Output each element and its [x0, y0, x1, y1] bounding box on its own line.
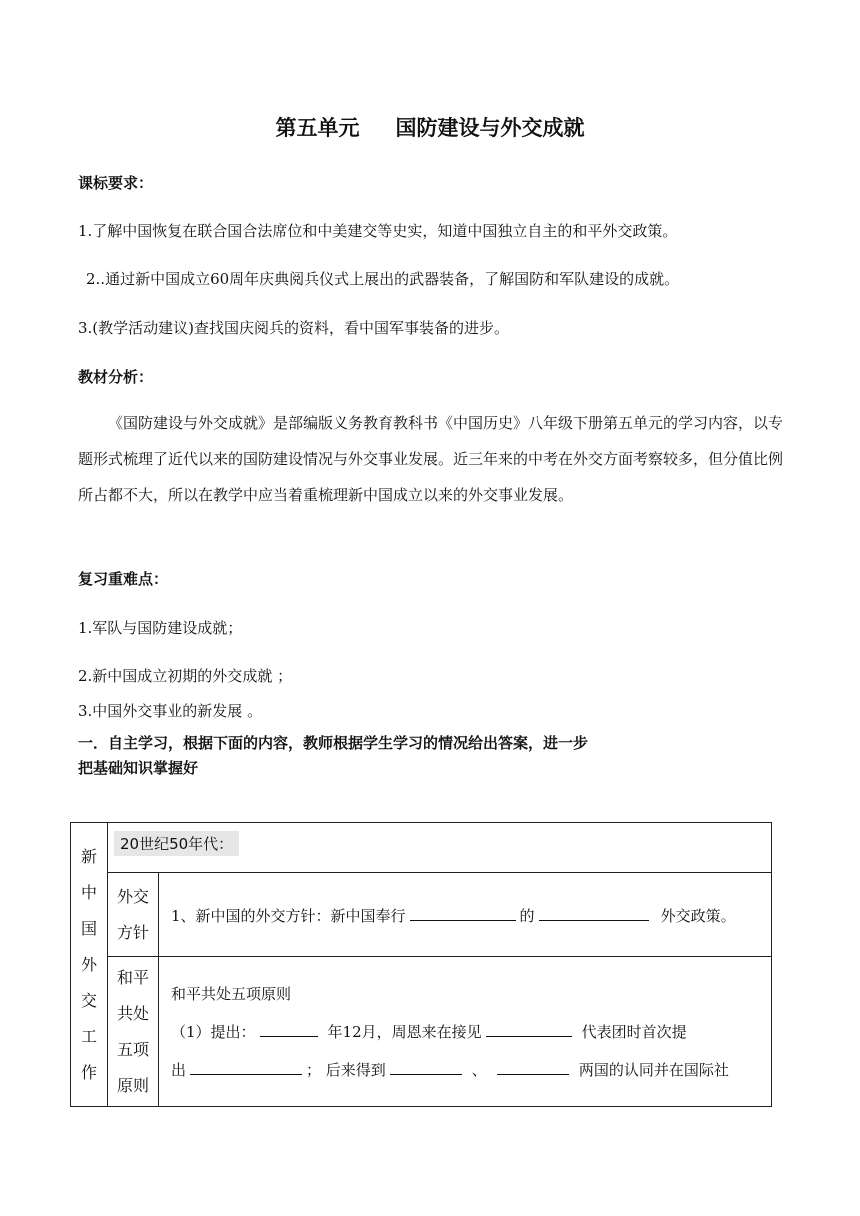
key-point-2: 2.新中国成立初期的外交成就 ；	[78, 667, 293, 685]
category-principles	[108, 957, 159, 1107]
category-line: 原则	[116, 1075, 149, 1095]
standard-item-1: 1.了解中国恢复在联合国合法席位和中美建交等史实，知道中国独立自主的和平外交政策。	[78, 222, 678, 240]
era-label: 20世纪50年代：	[114, 831, 239, 856]
principles-text: 出	[171, 1060, 187, 1079]
side-char: 作	[80, 1062, 97, 1082]
principles-text: 年12月，周恩来在接见	[327, 1022, 482, 1041]
blank-field[interactable]	[190, 1058, 302, 1075]
category-line: 和平	[116, 967, 149, 987]
category-line: 共处	[116, 1003, 149, 1023]
category-policy	[108, 873, 159, 957]
analysis-heading: 教材分析：	[78, 368, 154, 386]
policy-cell	[159, 873, 772, 957]
principles-line-2	[171, 1013, 771, 1051]
analysis-paragraph: 《国防建设与外交成就》是部编版义务教育教科书《中国历史》八年级下册第五单元的学习内容，以专题形式梳理了近代以来的国防建设情况与外交事业发展。近三年来的中考在外交方面考察较多，但分值比例所占都不大，所以在教学中应当着重梳理新中国成立以来的外交事业发展。	[78, 414, 784, 504]
side-label-cell	[71, 823, 108, 1107]
key-points-heading: 复习重难点：	[78, 570, 169, 588]
category-line: 五项	[116, 1039, 149, 1059]
category-line: 外交	[116, 886, 149, 906]
title-unit: 第五单元	[275, 116, 360, 140]
blank-field[interactable]	[486, 1020, 572, 1037]
era-cell	[108, 823, 772, 873]
principles-heading: 和平共处五项原则	[171, 984, 292, 1003]
section-one-line2: 把基础知识掌握好	[78, 759, 199, 777]
side-char: 交	[80, 990, 97, 1010]
principles-text: 、	[471, 1060, 487, 1079]
key-point-3: 3.中国外交事业的新发展 。	[78, 702, 263, 720]
section-one-line1: 一．自主学习，根据下面的内容，教师根据学生学习的情况给出答案，进一步	[78, 734, 589, 752]
principles-text: ； 后来得到	[306, 1060, 386, 1079]
principles-cell	[159, 957, 772, 1107]
principles-text: 代表团时首次提	[581, 1022, 687, 1041]
side-char: 新	[80, 846, 97, 866]
title-topic: 国防建设与外交成就	[395, 116, 585, 140]
category-line: 方针	[116, 922, 149, 942]
standard-item-2: 2..通过新中国成立60周年庆典阅兵仪式上展出的武器装备，了解国防和军队建设的成就。	[86, 270, 680, 288]
side-char: 中	[80, 882, 97, 902]
standards-heading: 课标要求：	[78, 174, 154, 192]
policy-text: 外交政策。	[660, 906, 736, 925]
policy-text: 的	[519, 906, 535, 925]
blank-field[interactable]	[390, 1058, 462, 1075]
page-title	[0, 112, 860, 142]
blank-field[interactable]	[539, 904, 649, 921]
blank-field[interactable]	[260, 1020, 318, 1037]
side-char: 国	[80, 918, 97, 938]
blank-field[interactable]	[497, 1058, 569, 1075]
principles-line-3	[171, 1051, 771, 1089]
principles-text: 两国的认同并在国际社	[578, 1060, 729, 1079]
principles-text: （1）提出：	[171, 1022, 256, 1041]
side-char: 工	[80, 1026, 97, 1046]
policy-text: 1、新中国的外交方针：新中国奉行	[171, 906, 406, 925]
diplomacy-table	[70, 822, 772, 1107]
standard-item-3: 3.(教学活动建议)查找国庆阅兵的资料，看中国军事装备的进步。	[78, 319, 510, 337]
side-char: 外	[80, 954, 97, 974]
key-point-1: 1.军队与国防建设成就；	[78, 619, 243, 637]
blank-field[interactable]	[410, 904, 516, 921]
